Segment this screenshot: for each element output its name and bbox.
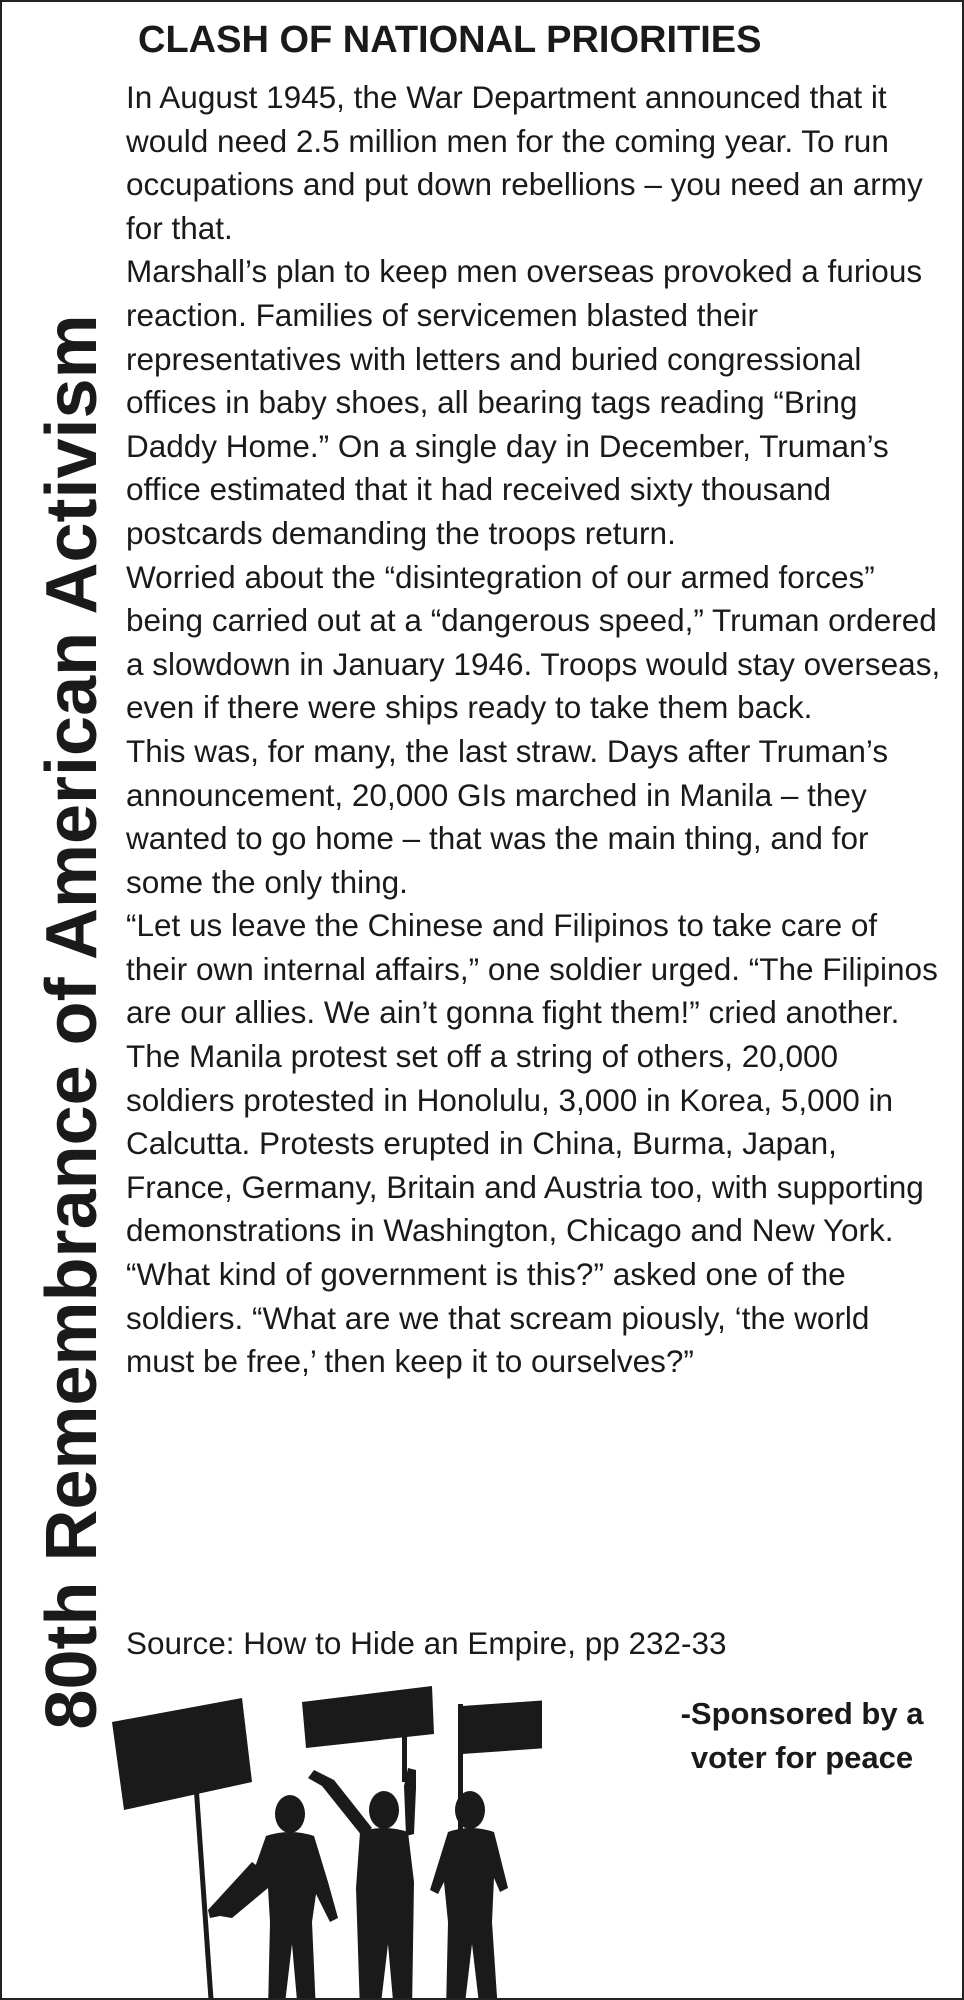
article-body <box>126 76 946 1384</box>
paragraph-5: “Let us leave the Chinese and Filipinos to take care of their own internal affairs,” one soldier urged. “The Filipinos are our allies. We ain’t gonna fight them!” cried another. <box>126 907 938 1031</box>
paragraph-1: In August 1945, the War Department announced that it would need 2.5 million men for the coming year. To run occupations and put down rebellions – you need an army for that. <box>126 79 923 246</box>
side-title: 80th Remembrance of American Activism <box>32 314 112 1730</box>
paragraph-3: Worried about the “disintegration of our armed forces” being carried out at a “dangerous speed,” Truman ordered a slowdown in January 1946. Troops would stay overseas, even if there were ships ready to take them back. <box>126 558 941 726</box>
sponsor-line-1: -Sponsored by a <box>680 1696 924 1731</box>
paragraph-2: Marshall’s plan to keep men overseas provoked a furious reaction. Families of servicemen blasted their representatives with letters and buried congressional offices in baby shoes, all bearing tags reading “Bring Daddy Home.” On a single day in December, Truman’s office estimated that it had received sixty thousand postcards demanding the troops return. <box>126 253 923 551</box>
headline: CLASH OF NATIONAL PRIORITIES <box>138 19 762 61</box>
sponsor-note <box>652 1692 952 1780</box>
paragraph-7: “What kind of government is this?” asked one of the soldiers. “What are we that scream piously, ‘the world must be free,’ then keep it to ourselves?” <box>126 1256 870 1380</box>
source-citation: Source: How to Hide an Empire, pp 232-33 <box>126 1625 727 1661</box>
sponsor-line-2: voter for peace <box>690 1740 914 1775</box>
paragraph-6: The Manila protest set off a string of others, 20,000 soldiers protested in Honolulu, 3,000 in Korea, 5,000 in Calcutta. Protests erupted in China, Burma, Japan, France, Germany, Britain and Austria too, with supporting demonstrations in Washington, Chicago and New York. <box>126 1038 924 1249</box>
protesters-silhouette-icon <box>102 1682 542 2000</box>
paragraph-4: This was, for many, the last straw. Days after Truman’s announcement, 20,000 GIs marched in Manila – they wanted to go home – that was the main thing, and for some the only thing. <box>126 732 889 900</box>
